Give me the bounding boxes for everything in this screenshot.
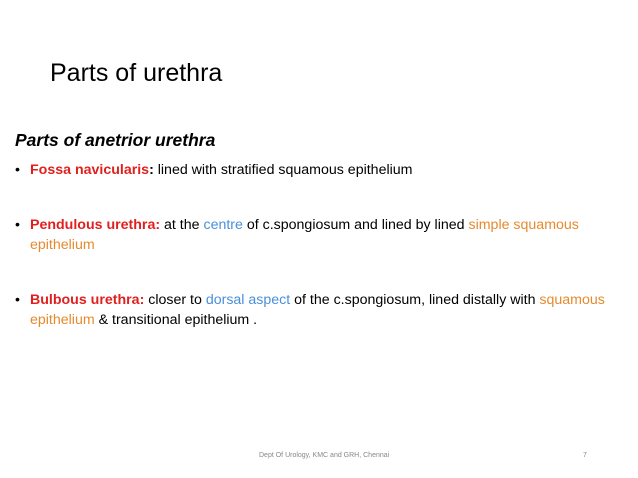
bullet-dot: • — [15, 217, 20, 233]
bullet-dot: • — [15, 162, 20, 178]
highlight-centre: centre — [203, 217, 243, 233]
bullet-term: Pendulous urethra: — [30, 217, 161, 233]
bullet-text: lined with stratified squamous epithelium — [153, 162, 413, 178]
bullet-text: at the — [160, 217, 204, 233]
bullet-term: Fossa navicularis — [30, 162, 150, 178]
bullet-text: closer to — [144, 292, 206, 308]
highlight-simple-squamous: simple squamous epithelium — [30, 217, 579, 253]
bullet-colon: : — [149, 162, 154, 178]
bullet-pendulous-urethra — [15, 215, 605, 255]
footer-text: Dept Of Urology, KMC and GRH, Chennai — [259, 452, 390, 459]
page-number: 7 — [583, 452, 587, 459]
bullet-dot: • — [15, 292, 20, 308]
slide-title: Parts of urethra — [50, 59, 223, 87]
bullet-term: Bulbous urethra: — [30, 292, 145, 308]
bullet-text: of c.spongiosum and lined by lined — [242, 217, 469, 233]
highlight-dorsal-aspect: dorsal aspect — [205, 292, 291, 308]
section-subheading: Parts of anetrior urethra — [15, 130, 216, 150]
bullet-bulbous-urethra — [15, 290, 605, 330]
bullet-fossa-navicularis — [15, 160, 605, 180]
bullet-text: of the c.spongiosum, lined distally with — [290, 292, 540, 308]
bullet-text: & transitional epithelium . — [94, 312, 258, 328]
highlight-squamous-epithelium: squamous epithelium — [30, 292, 605, 328]
